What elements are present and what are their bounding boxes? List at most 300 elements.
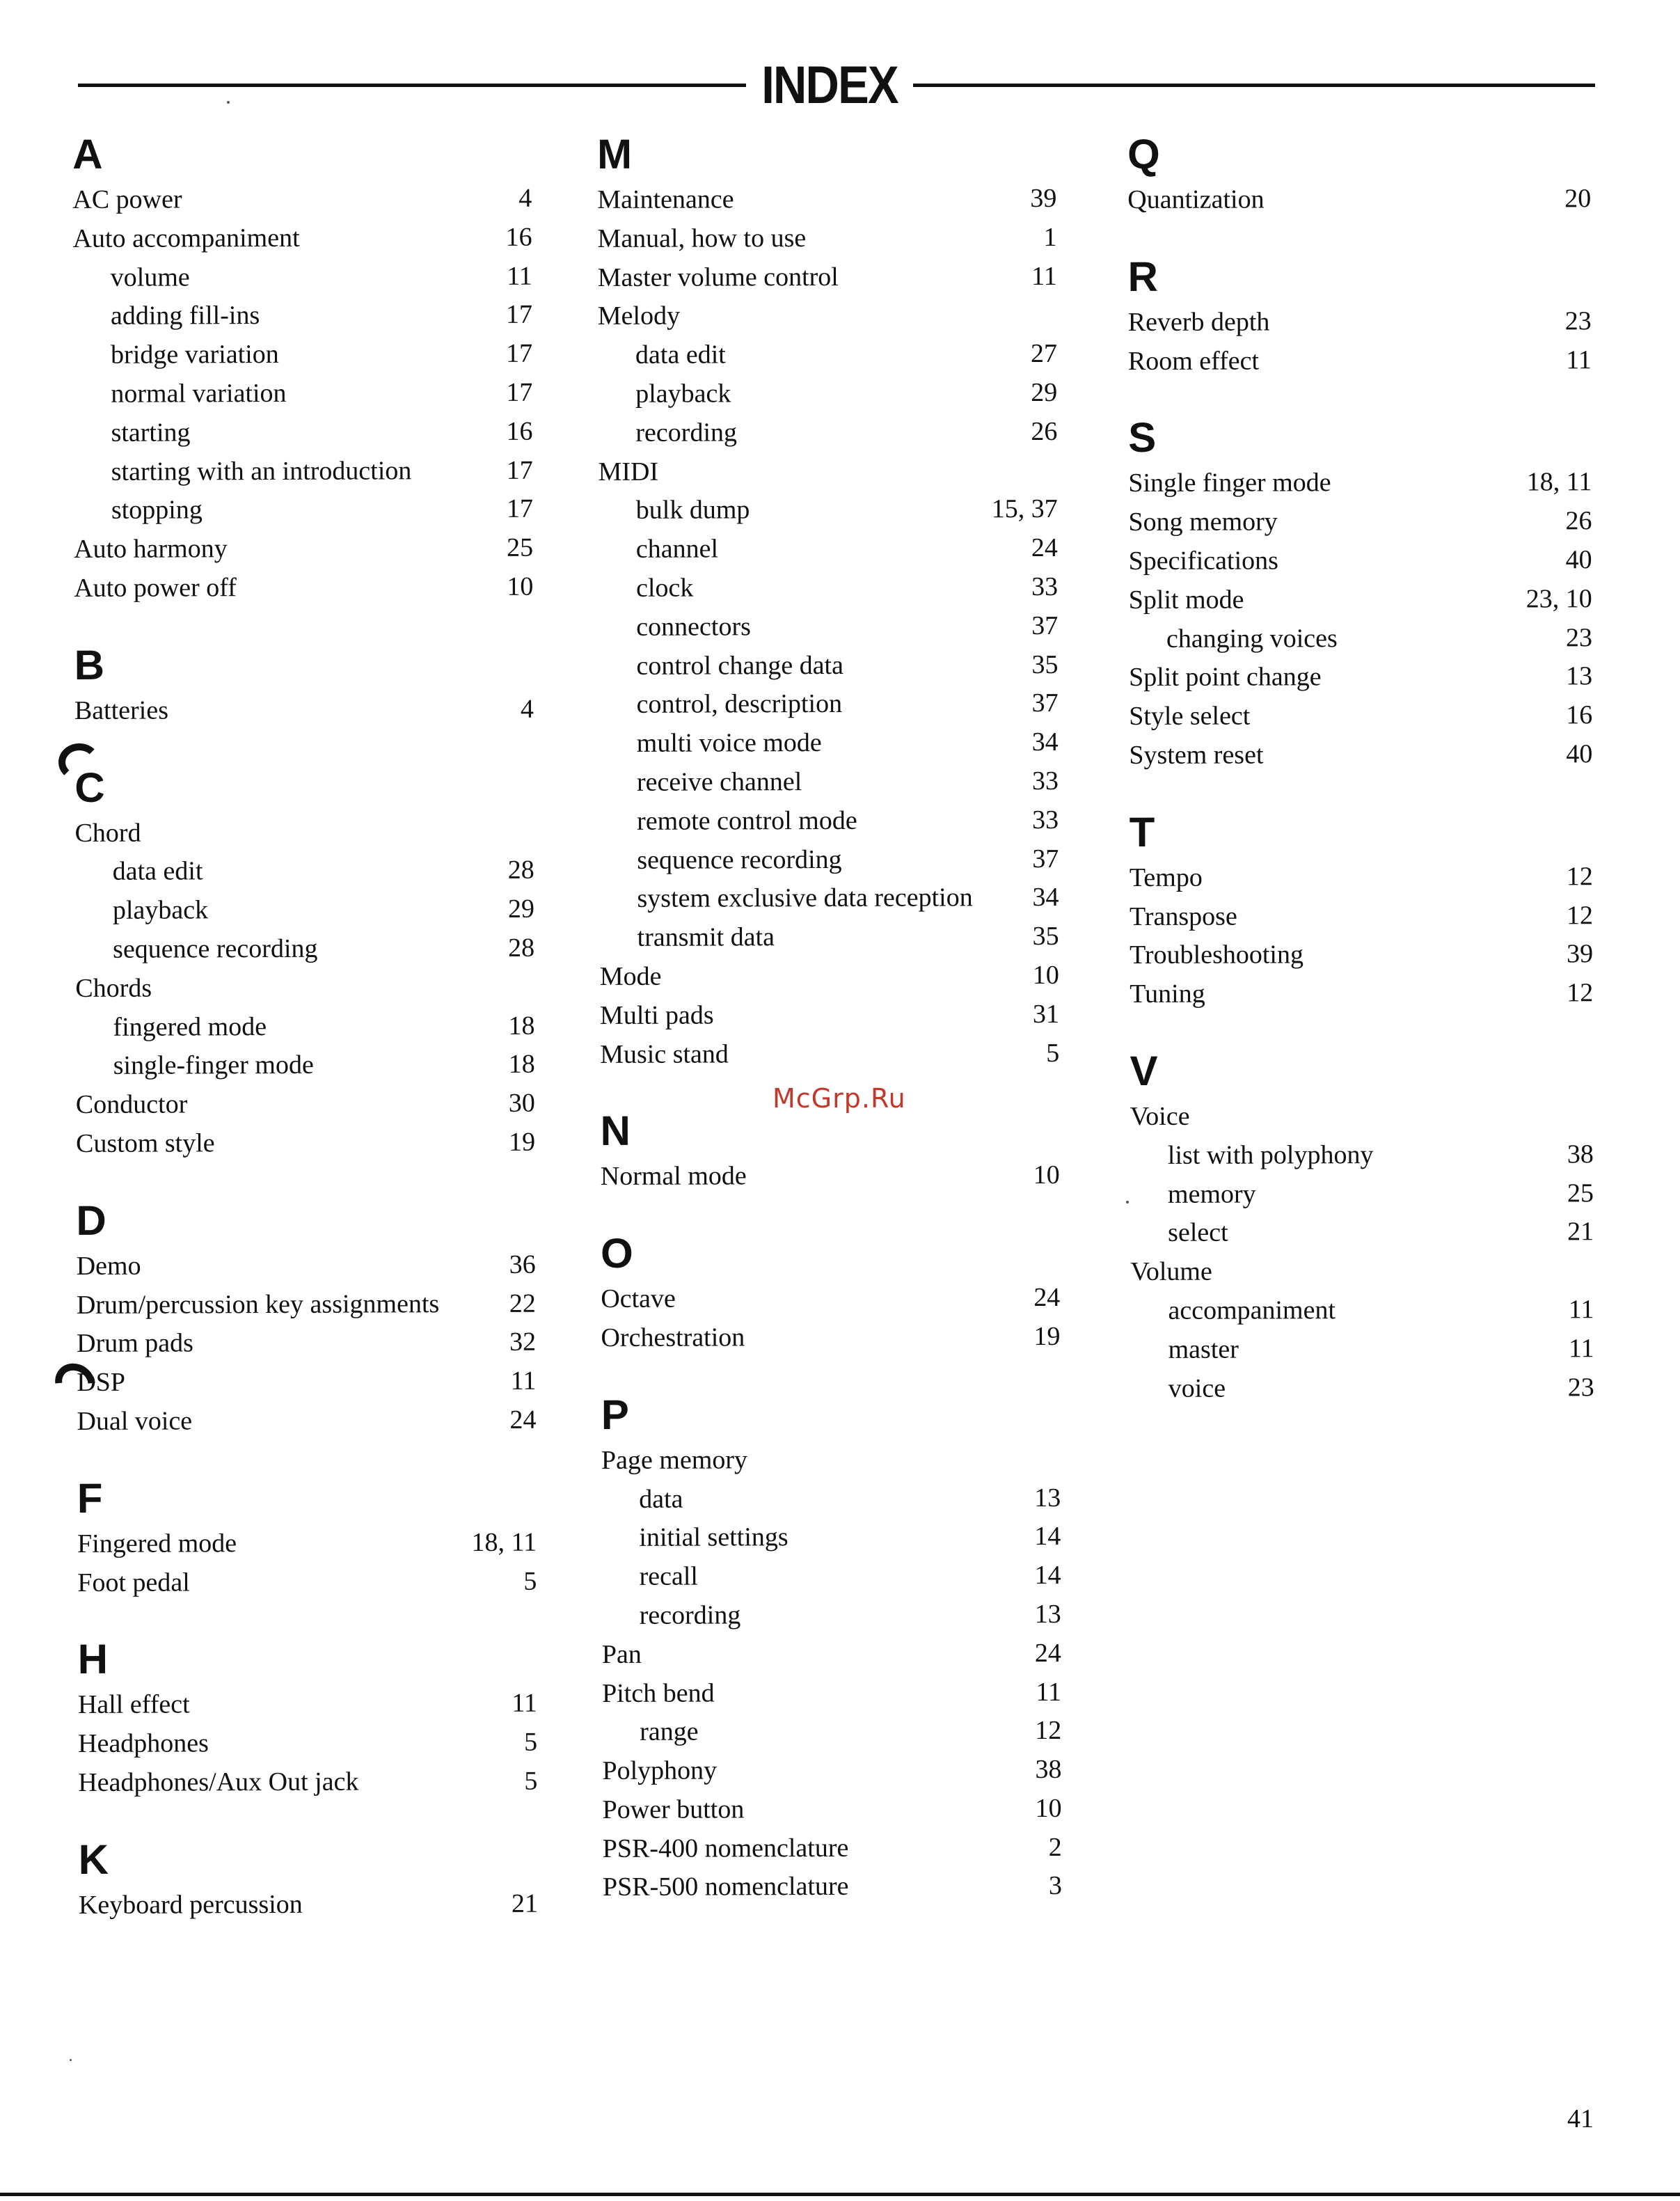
entry-term: Single finger mode (1128, 468, 1331, 498)
entry-term: Power button (602, 1794, 745, 1824)
entry-page-ref: 12 (1567, 978, 1594, 1008)
index-section-q (1127, 128, 1591, 220)
entry-term: channel (635, 534, 719, 564)
entry-term: data (639, 1484, 683, 1514)
dot-leader (846, 662, 1029, 670)
entry-term: Dual voice (77, 1406, 193, 1436)
index-subentry (599, 684, 1059, 725)
dot-leader (218, 1139, 507, 1147)
dot-leader (845, 700, 1029, 708)
index-entry (1128, 302, 1592, 342)
entry-term: Split mode (1128, 585, 1244, 615)
index-subentry (1130, 1213, 1594, 1254)
entry-page-ref: 18, 11 (1526, 467, 1592, 497)
dot-leader (679, 1295, 1031, 1303)
entry-term: fingered mode (113, 1011, 267, 1042)
entry-page-ref: 22 (509, 1288, 536, 1318)
index-subentry (601, 1517, 1061, 1558)
index-entry (77, 1401, 536, 1442)
entry-page-ref: 24 (1034, 1638, 1061, 1668)
entry-page-ref: 15, 37 (991, 494, 1058, 524)
entry-page-ref: 25 (507, 532, 534, 562)
entry-page-ref: 18, 11 (471, 1527, 537, 1557)
index-subentry (73, 257, 532, 297)
entry-page-ref: 12 (1566, 900, 1594, 930)
dot-leader (851, 1845, 1045, 1852)
entry-term: Headphones (78, 1728, 209, 1759)
dot-leader (193, 273, 504, 281)
section-letter: D (76, 1197, 106, 1244)
dot-leader (1324, 674, 1563, 681)
dot-leader (841, 274, 1029, 281)
dot-leader (1376, 1151, 1564, 1159)
index-subentry (598, 374, 1057, 414)
entry-term: Auto accompaniment (72, 223, 300, 253)
entry-term: sequence recording (113, 933, 318, 964)
entry-page-ref: 1 (1043, 222, 1057, 252)
entry-page-ref: 28 (507, 855, 534, 885)
dot-leader (1262, 357, 1563, 365)
dot-leader (737, 196, 1028, 203)
index-entry (78, 1762, 537, 1803)
dot-leader (1242, 1346, 1566, 1353)
scan-speck (227, 101, 230, 104)
dot-leader (239, 1540, 468, 1547)
entry-page-ref: 11 (512, 1688, 537, 1719)
dot-leader (211, 906, 505, 914)
entry-page-ref: 24 (1031, 533, 1058, 563)
dot-leader (1266, 751, 1563, 759)
index-entry (74, 529, 533, 569)
entry-term: Drum pads (77, 1328, 193, 1359)
entry-term: range (640, 1717, 699, 1747)
index-subentry (1131, 1330, 1594, 1370)
dot-leader (1272, 318, 1562, 326)
dot-leader (193, 429, 503, 437)
entry-page-ref: 11 (1568, 1333, 1594, 1364)
entry-page-ref: 40 (1565, 545, 1592, 575)
index-entry-heading: Chords (75, 973, 152, 1003)
entry-page-ref: 33 (1032, 805, 1059, 835)
entry-term: connectors (636, 612, 751, 642)
entry-term: Tuning (1130, 979, 1205, 1009)
dot-leader (196, 1339, 507, 1348)
entry-term: bulk dump (635, 495, 750, 526)
entry-page-ref: 17 (506, 338, 533, 369)
index-subentry (1130, 1291, 1594, 1331)
dot-leader (185, 196, 516, 204)
index-entry (603, 1867, 1062, 1907)
entry-term: System reset (1129, 740, 1264, 770)
entry-page-ref: 35 (1031, 649, 1059, 679)
index-subentry (73, 296, 532, 336)
entry-term: volume (110, 262, 190, 292)
dot-leader (664, 972, 1029, 981)
section-letter: H (77, 1636, 109, 1683)
entry-term: DSP (77, 1367, 126, 1398)
dot-leader (860, 817, 1029, 825)
entry-page-ref: 34 (1032, 883, 1059, 913)
entry-page-ref: 23 (1567, 1372, 1594, 1402)
entry-page-ref: 3 (1048, 1871, 1062, 1901)
dot-leader (750, 1172, 1031, 1180)
entry-term: Master volume control (597, 262, 839, 292)
index-subentry (1129, 619, 1592, 659)
entry-term: Octave (601, 1284, 676, 1314)
entry-page-ref: 11 (510, 1366, 537, 1396)
index-entry-heading: Volume (1130, 1256, 1212, 1287)
entry-term: Pan (601, 1639, 642, 1669)
entry-term: changing voices (1166, 623, 1338, 654)
entry-term: Song memory (1128, 507, 1278, 537)
dot-leader (718, 1689, 1033, 1696)
dot-leader (976, 894, 1030, 901)
index-section-k (79, 1833, 538, 1925)
entry-term: select (1168, 1217, 1228, 1248)
index-column-2 (597, 128, 1062, 1939)
entry-page-ref: 10 (1032, 960, 1059, 990)
index-entry (77, 1284, 536, 1325)
index-entry-heading: Melody (597, 301, 681, 331)
index-section-t (1130, 806, 1594, 1014)
dot-leader (702, 1728, 1033, 1735)
entry-term: master (1168, 1334, 1239, 1364)
entry-page-ref: 13 (1034, 1483, 1061, 1513)
dot-leader (701, 1572, 1032, 1580)
section-letter: S (1128, 414, 1157, 462)
entry-page-ref: 38 (1567, 1139, 1594, 1169)
entry-page-ref: 24 (509, 1405, 537, 1435)
entry-term: Polyphony (602, 1756, 718, 1786)
dot-leader (303, 235, 503, 242)
section-letter: C (74, 764, 105, 811)
index-section-s (1128, 412, 1592, 775)
index-entry (597, 219, 1056, 259)
dot-leader (731, 1050, 1043, 1057)
index-entry-heading: Voice (1130, 1101, 1190, 1131)
dot-leader (205, 867, 505, 876)
index-subentry (602, 1712, 1061, 1752)
entry-page-ref: 32 (509, 1327, 537, 1357)
entry-page-ref: 24 (1033, 1283, 1061, 1313)
entry-term: PSR-400 nomenclature (602, 1833, 849, 1863)
entry-page-ref: 18 (508, 1011, 535, 1041)
section-letter: P (601, 1391, 629, 1438)
entry-page-ref: 17 (506, 494, 533, 524)
entry-page-ref: 11 (1031, 261, 1057, 291)
entry-term: Split point change (1129, 662, 1322, 693)
index-subentry (75, 929, 534, 970)
entry-term: Headphones/Aux Out jack (78, 1767, 359, 1797)
entry-page-ref: 21 (1567, 1217, 1594, 1247)
index-entry (78, 1723, 537, 1764)
index-section-n (600, 1105, 1059, 1197)
index-section-c (74, 761, 535, 1163)
scan-speck (70, 2059, 72, 2061)
dot-leader (729, 351, 1028, 358)
entry-term: playback (635, 379, 731, 409)
entry-term: playback (112, 895, 209, 925)
index-entry-heading: MIDI (598, 457, 659, 487)
entry-page-ref: 23 (1564, 306, 1592, 336)
dot-leader (1306, 952, 1564, 959)
entry-term: Orchestration (601, 1323, 745, 1352)
dot-leader (721, 545, 1029, 553)
index-entry (76, 1123, 535, 1164)
entry-page-ref: 37 (1031, 610, 1059, 640)
dot-leader (740, 429, 1028, 436)
entry-term: Auto harmony (74, 534, 228, 565)
entry-page-ref: 17 (505, 300, 533, 330)
dot-leader (845, 855, 1030, 863)
section-letter: V (1130, 1047, 1158, 1094)
entry-term: control, description (636, 689, 843, 720)
entry-page-ref: 30 (508, 1088, 535, 1118)
dot-leader (1246, 596, 1523, 604)
page-title: INDEX (761, 56, 898, 115)
index-header (78, 54, 1595, 117)
entry-page-ref: 5 (524, 1727, 538, 1757)
index-entry (602, 1634, 1061, 1675)
dot-leader (262, 312, 503, 320)
index-subentry (74, 451, 533, 491)
index-subentry (75, 890, 534, 931)
index-subentry (598, 335, 1057, 375)
entry-term: Foot pedal (77, 1567, 190, 1598)
entry-term: Demo (76, 1251, 141, 1281)
entry-page-ref: 17 (506, 455, 533, 485)
entry-term: Music stand (600, 1039, 729, 1069)
dot-leader (195, 1417, 507, 1426)
entry-page-ref: 4 (520, 694, 534, 724)
dot-leader (754, 623, 1029, 631)
dot-leader (230, 545, 504, 553)
dot-leader (414, 467, 503, 474)
entry-term: Normal mode (600, 1161, 747, 1192)
dot-leader (205, 506, 504, 514)
index-subentry (601, 1478, 1061, 1519)
index-subentry (599, 529, 1058, 569)
section-letter: T (1129, 808, 1155, 855)
index-entry (602, 1751, 1061, 1791)
entry-page-ref: 10 (507, 571, 534, 601)
index-subentry (600, 917, 1059, 958)
dot-leader (1240, 913, 1564, 920)
dot-leader (747, 1334, 1031, 1341)
entry-page-ref: 5 (1046, 1038, 1060, 1068)
index-subentry (599, 490, 1058, 530)
index-entry (77, 1245, 536, 1286)
index-subentry (73, 412, 532, 452)
entry-term: Transpose (1129, 901, 1237, 931)
dot-leader (144, 1261, 507, 1270)
entry-term: normal variation (111, 378, 287, 409)
entry-page-ref: 13 (1566, 661, 1593, 691)
header-rule-left (78, 84, 746, 87)
entry-page-ref: 16 (505, 222, 532, 252)
index-entry-heading: Chord (74, 818, 141, 848)
index-subentry (599, 878, 1059, 919)
dot-leader (752, 507, 988, 514)
index-section-f (77, 1472, 537, 1602)
entry-page-ref: 25 (1567, 1178, 1594, 1208)
entry-page-ref: 36 (509, 1249, 536, 1279)
entry-page-ref: 39 (1567, 939, 1594, 969)
entry-term: sequence recording (637, 844, 842, 875)
index-entry (601, 1318, 1060, 1358)
index-entry (1130, 936, 1593, 976)
dot-leader (1231, 1229, 1565, 1237)
index-entry (601, 1279, 1060, 1319)
entry-term: Reverb depth (1127, 307, 1270, 337)
entry-page-ref: 35 (1032, 922, 1059, 952)
entry-term: data edit (635, 340, 726, 370)
entry-term: memory (1167, 1179, 1256, 1209)
index-entry (1127, 180, 1591, 220)
entry-term: PSR-500 nomenclature (602, 1872, 849, 1902)
entry-page-ref: 37 (1031, 688, 1059, 718)
dot-leader (1228, 1384, 1565, 1392)
index-subentry (599, 839, 1059, 880)
dot-leader (1267, 196, 1562, 203)
dot-leader (193, 1578, 521, 1586)
entry-page-ref: 33 (1031, 766, 1059, 796)
section-letter: A (72, 130, 103, 178)
entry-term: bridge variation (111, 340, 279, 370)
entry-page-ref: 23 (1565, 622, 1592, 652)
index-entry (1130, 858, 1593, 898)
index-subentry (1130, 1135, 1594, 1176)
dot-leader (361, 1778, 521, 1786)
entry-term: Batteries (74, 695, 169, 725)
entry-term: system exclusive data reception (637, 883, 973, 914)
index-entry (77, 1523, 537, 1563)
index-section-h (78, 1633, 538, 1803)
entry-term: Maintenance (597, 184, 734, 214)
index-entry (1130, 897, 1593, 937)
index-entry (79, 1884, 538, 1925)
entry-page-ref: 12 (1566, 862, 1593, 892)
index-subentry (599, 607, 1058, 647)
dot-leader (1338, 1307, 1566, 1314)
index-subentry (1131, 1368, 1594, 1409)
entry-term: Mode (599, 961, 662, 991)
entry-term: adding fill-ins (110, 301, 260, 331)
dot-leader (734, 390, 1028, 397)
entry-term: Fingered mode (77, 1528, 237, 1559)
entry-page-ref: 27 (1030, 339, 1058, 369)
entry-page-ref: 17 (506, 377, 533, 407)
dot-leader (290, 390, 504, 397)
index-entry (602, 1673, 1061, 1713)
entry-page-ref: 37 (1032, 844, 1059, 874)
dot-leader (717, 1011, 1030, 1019)
entry-term: Pitch bend (601, 1678, 715, 1708)
entry-page-ref: 19 (509, 1127, 536, 1157)
dot-leader (320, 945, 505, 953)
index-entry (1129, 735, 1592, 775)
entry-page-ref: 14 (1034, 1561, 1061, 1591)
entry-term: Conductor (75, 1089, 188, 1120)
section-letter: M (597, 130, 633, 178)
entry-term: remote control mode (637, 805, 857, 836)
entry-page-ref: 4 (518, 183, 532, 213)
entry-page-ref: 13 (1034, 1599, 1061, 1629)
section-letter: N (600, 1107, 631, 1155)
dot-leader (1340, 635, 1563, 642)
index-entry (603, 1829, 1062, 1869)
entry-term: Quantization (1127, 184, 1265, 214)
index-entry (1129, 541, 1592, 581)
dot-leader (644, 1650, 1032, 1659)
index-section-p (601, 1389, 1062, 1908)
index-subentry (76, 1046, 535, 1086)
dot-leader (212, 1740, 521, 1748)
watermark-text[interactable]: McGrp.Ru (772, 1083, 906, 1114)
entry-term: single-finger mode (113, 1050, 314, 1081)
index-section-r (1127, 251, 1591, 381)
entry-term: Keyboard percussion (78, 1889, 303, 1920)
dot-leader (269, 1023, 506, 1030)
index-subentry (75, 1007, 534, 1047)
dot-leader (317, 1062, 506, 1069)
index-entry (72, 180, 532, 220)
entry-term: Specifications (1128, 546, 1278, 576)
index-section-m (597, 128, 1059, 1074)
entry-term: data edit (112, 856, 203, 887)
entry-page-ref: 23, 10 (1526, 584, 1592, 614)
index-section-o (601, 1227, 1061, 1358)
dot-leader (720, 1767, 1032, 1774)
entry-term: Style select (1129, 701, 1251, 732)
index-section-a (72, 128, 533, 608)
entry-page-ref: 11 (1036, 1677, 1062, 1707)
entry-term: Tempo (1129, 862, 1203, 892)
entry-page-ref: 11 (507, 261, 532, 291)
dot-leader (1253, 712, 1563, 720)
entry-term: clock (636, 573, 694, 603)
index-entry (1128, 464, 1592, 504)
dot-leader (1334, 480, 1524, 487)
entry-page-ref: 26 (1565, 506, 1592, 536)
entry-term: Manual, how to use (597, 223, 807, 253)
entry-term: Hall effect (77, 1689, 190, 1720)
index-entry (602, 1790, 1061, 1830)
index-entry (597, 180, 1056, 220)
index-entry (78, 1685, 537, 1725)
index-entry (598, 258, 1057, 298)
entry-term: transmit data (637, 922, 775, 952)
index-subentry (73, 335, 532, 375)
dot-leader (747, 1806, 1032, 1813)
index-entry (77, 1362, 536, 1403)
dot-leader (777, 933, 1030, 941)
index-column-1 (72, 128, 538, 1957)
entry-term: stopping (111, 495, 203, 526)
index-subentry (598, 413, 1057, 453)
entry-page-ref: 10 (1035, 1793, 1062, 1823)
dot-leader (791, 1533, 1032, 1541)
entry-page-ref: 33 (1031, 571, 1059, 602)
index-subentry (75, 851, 534, 892)
dot-leader (743, 1611, 1031, 1619)
index-entry (1128, 502, 1592, 542)
index-entry (76, 1084, 535, 1125)
entry-term: Room effect (1127, 346, 1260, 376)
entry-term: Multi pads (599, 1000, 714, 1030)
index-entry (74, 690, 534, 730)
section-letter: R (1127, 253, 1158, 300)
